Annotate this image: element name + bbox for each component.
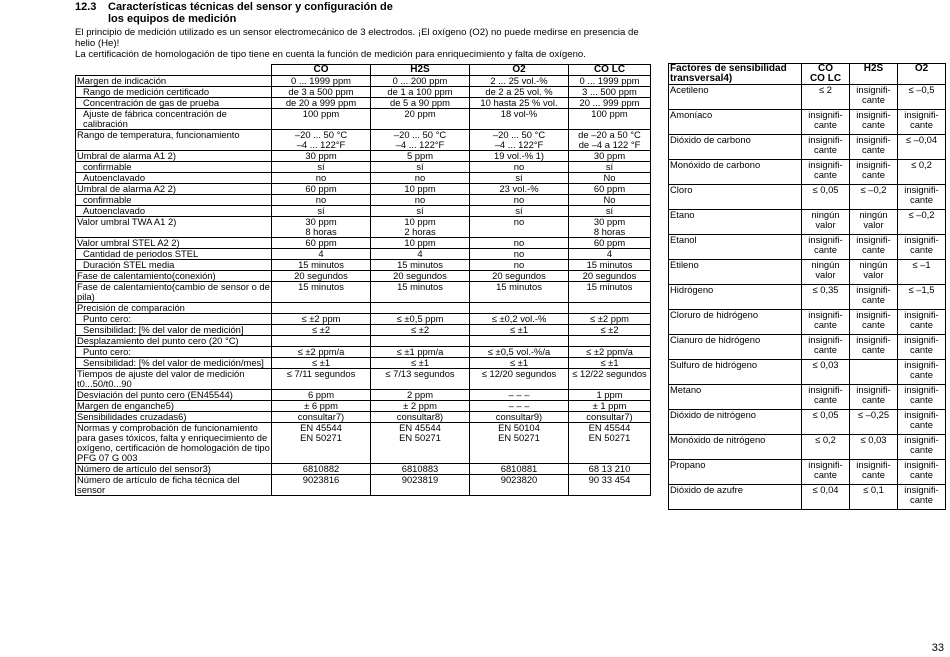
cell-value: de 2 a 25 vol. % [470, 87, 569, 98]
cell-value: 4 [371, 249, 470, 260]
cell-value: ≤ ±1 [470, 358, 569, 369]
cell-value: ± 6 ppm [272, 401, 371, 412]
table-row [669, 235, 946, 260]
table-row [669, 385, 946, 410]
cell-value: de –20 a 50 °C de –4 a 122 °F [569, 130, 651, 151]
cell-value: de 1 a 100 ppm [371, 87, 470, 98]
cell-value: 3 ... 500 ppm [569, 87, 651, 98]
table-row [669, 110, 946, 135]
intro-line-2: La certificación de homologación de tipo tiene en cuenta la función de medición para enriquecimiento y falta de oxígeno. [75, 49, 586, 60]
cell-value: sí [272, 162, 371, 173]
table-row [76, 271, 651, 282]
factor-value: insignifi- cante [898, 335, 946, 360]
table-row [76, 412, 651, 423]
cell-value: ≤ ±1 [371, 358, 470, 369]
factor-value: ≤ –1,5 [898, 285, 946, 310]
cell-value: No [569, 195, 651, 206]
table-row [76, 130, 651, 151]
cell-value: ≤ ±1 [470, 325, 569, 336]
cell-value: sí [470, 173, 569, 184]
factor-value: ≤ 0,04 [802, 485, 850, 510]
cell-value [470, 303, 569, 314]
factor-value: insignifi- cante [802, 235, 850, 260]
row-label: Precisión de comparación [76, 303, 272, 314]
cell-value: ≤ ±2 ppm [569, 314, 651, 325]
cell-value: sí [569, 162, 651, 173]
cell-value: 20 segundos [371, 271, 470, 282]
table-row [76, 369, 651, 390]
cell-value: ≤ ±2 [272, 325, 371, 336]
cell-value: 15 minutos [569, 260, 651, 271]
cell-value: 20 segundos [569, 271, 651, 282]
cell-value: 60 ppm [569, 184, 651, 195]
cell-value: 10 hasta 25 % vol. [470, 98, 569, 109]
table-row [669, 285, 946, 310]
cell-value: EN 45544 EN 50271 [371, 423, 470, 464]
table-row [76, 109, 651, 130]
cell-value: 100 ppm [569, 109, 651, 130]
cell-value: no [470, 217, 569, 238]
cell-value: no [272, 173, 371, 184]
cell-value: 1 ppm [569, 390, 651, 401]
cell-value: no [272, 195, 371, 206]
row-label: Autoenclavado [76, 173, 272, 184]
cell-value: 15 minutos [371, 260, 470, 271]
factor-value: ≤ 0,05 [802, 185, 850, 210]
table-row [669, 435, 946, 460]
cell-value: consultar7) [272, 412, 371, 423]
cell-value: 9023819 [371, 475, 470, 496]
cell-value: 15 minutos [272, 282, 371, 303]
factor-value: ≤ 0,05 [802, 410, 850, 435]
row-label: Número de artículo del sensor3) [76, 464, 272, 475]
factor-value: insignifi- cante [802, 460, 850, 485]
table-row [76, 325, 651, 336]
row-label: Desviación del punto cero (EN45544) [76, 390, 272, 401]
row-label: Fase de calentamiento(conexión) [76, 271, 272, 282]
factor-value: insignifi- cante [850, 135, 898, 160]
cell-value: 30 ppm 8 horas [569, 217, 651, 238]
table-row [76, 336, 651, 347]
table-row [76, 401, 651, 412]
row-label: Sensibilidad: [% del valor de medición/mes] [76, 358, 272, 369]
factor-value: ≤ 0,2 [802, 435, 850, 460]
cell-value: 9023816 [272, 475, 371, 496]
cell-value: consultar9) [470, 412, 569, 423]
cell-value: 2 ... 25 vol.-% [470, 76, 569, 87]
factor-value: insignifi- cante [850, 310, 898, 335]
cell-value: ≤ ±2 [371, 325, 470, 336]
cell-value: 60 ppm [569, 238, 651, 249]
cell-value: 6 ppm [272, 390, 371, 401]
cell-value: no [470, 238, 569, 249]
factor-value: ≤ 0,35 [802, 285, 850, 310]
cell-value: 9023820 [470, 475, 569, 496]
factor-value: insignifi- cante [898, 435, 946, 460]
cell-value: ≤ 7/11 segundos [272, 369, 371, 390]
cell-value: 5 ppm [371, 151, 470, 162]
table-row [669, 335, 946, 360]
cell-value: 4 [272, 249, 371, 260]
cross-header-h2s: H2S [850, 64, 898, 85]
cell-value [569, 336, 651, 347]
table-row [76, 390, 651, 401]
row-label: Desplazamiento del punto cero (20 °C) [76, 336, 272, 347]
gas-name: Dióxido de nitrógeno [669, 410, 802, 435]
factor-value: insignifi- cante [898, 460, 946, 485]
cell-value: no [470, 260, 569, 271]
factor-value: insignifi- cante [850, 85, 898, 110]
row-label: Margen de enganche5) [76, 401, 272, 412]
cell-value: 6810882 [272, 464, 371, 475]
factor-value: insignifi- cante [802, 310, 850, 335]
cell-value: 10 ppm 2 horas [371, 217, 470, 238]
factor-value: ≤ –0,04 [898, 135, 946, 160]
cell-value: no [470, 162, 569, 173]
table-row [76, 358, 651, 369]
gas-name: Etano [669, 210, 802, 235]
factor-value: insignifi- cante [898, 385, 946, 410]
table-row [76, 76, 651, 87]
cell-value: 6810883 [371, 464, 470, 475]
factor-value: insignifi- cante [850, 460, 898, 485]
cell-value: de 20 a 999 ppm [272, 98, 371, 109]
factor-value: insignifi- cante [898, 235, 946, 260]
cell-value: ≤ ±2 [569, 325, 651, 336]
specs-header-row [76, 65, 651, 76]
cell-value: no [470, 249, 569, 260]
gas-name: Etanol [669, 235, 802, 260]
cell-value: 20 segundos [470, 271, 569, 282]
cell-value: ≤ 12/20 segundos [470, 369, 569, 390]
cell-value: – – – [470, 401, 569, 412]
row-label: Autoenclavado [76, 206, 272, 217]
factor-value [850, 360, 898, 385]
cell-value: ± 2 ppm [371, 401, 470, 412]
factor-value: ≤ 0,2 [898, 160, 946, 185]
cell-value: 60 ppm [272, 238, 371, 249]
table-row [76, 87, 651, 98]
cell-value: no [371, 173, 470, 184]
table-row [669, 310, 946, 335]
row-label: Umbral de alarma A2 2) [76, 184, 272, 195]
factor-value: insignifi- cante [850, 160, 898, 185]
table-row [76, 249, 651, 260]
cell-value: EN 45544 EN 50271 [272, 423, 371, 464]
cell-value: sí [272, 206, 371, 217]
specs-header-h2s: H2S [371, 65, 470, 76]
row-label: Rango de medición certificado [76, 87, 272, 98]
cell-value: 6810881 [470, 464, 569, 475]
gas-name: Metano [669, 385, 802, 410]
factor-value: insignifi- cante [850, 285, 898, 310]
table-row [76, 314, 651, 325]
factor-value: ≤ 2 [802, 85, 850, 110]
table-row [76, 303, 651, 314]
section-title: Características técnicas del sensor y configuración de los equipos de medición [108, 1, 393, 25]
cell-value: 15 minutos [470, 282, 569, 303]
gas-name: Etileno [669, 260, 802, 285]
cell-value: – – – [470, 390, 569, 401]
cell-value: 10 ppm [371, 184, 470, 195]
cell-value: ≤ ±0,5 ppm [371, 314, 470, 325]
gas-name: Propano [669, 460, 802, 485]
table-row [76, 475, 651, 496]
table-row [669, 160, 946, 185]
cell-value: sí [569, 206, 651, 217]
factor-value: insignifi- cante [850, 335, 898, 360]
cell-value: 30 ppm 8 horas [272, 217, 371, 238]
cell-value [371, 303, 470, 314]
row-label: Fase de calentamiento(cambio de sensor o de pila) [77, 281, 270, 302]
cell-value: 0 ... 1999 ppm [272, 76, 371, 87]
cell-value: 20 ... 999 ppm [569, 98, 651, 109]
specs-header-co: CO [272, 65, 371, 76]
table-row [669, 260, 946, 285]
cell-value: 19 vol.-% 1) [470, 151, 569, 162]
table-row [669, 135, 946, 160]
factor-value: ningún valor [850, 260, 898, 285]
cell-value: ≤ ±1 [272, 358, 371, 369]
section-number: 12.3 [75, 1, 97, 13]
factor-value: insignifi- cante [802, 385, 850, 410]
page-number: 33 [931, 642, 944, 654]
table-row [669, 85, 946, 110]
factor-value: insignifi- cante [898, 410, 946, 435]
factor-value: insignifi- cante [898, 310, 946, 335]
table-row [76, 238, 651, 249]
table-row [76, 347, 651, 358]
table-row [76, 98, 651, 109]
row-label: Concentración de gas de prueba [76, 98, 272, 109]
table-row [76, 260, 651, 271]
cell-value: 2 ppm [371, 390, 470, 401]
cross-header-row [669, 64, 946, 85]
cell-value: no [371, 195, 470, 206]
factor-value: ≤ –0,5 [898, 85, 946, 110]
cell-value: –20 ... 50 °C –4 ... 122°F [371, 130, 470, 151]
cell-value: no [470, 195, 569, 206]
row-label: Tiempos de ajuste del valor de medición t0...50/t0...90 [76, 369, 272, 390]
factor-value: insignifi- cante [898, 110, 946, 135]
cell-value: 30 ppm [569, 151, 651, 162]
table-row [76, 464, 651, 475]
table-row [76, 162, 651, 173]
cell-value [272, 303, 371, 314]
row-label: Sensibilidades cruzadas6) [76, 412, 272, 423]
cell-value: 20 ppm [371, 109, 470, 130]
factor-value: insignifi- cante [898, 185, 946, 210]
row-label: Umbral de alarma A1 2) [76, 151, 272, 162]
factor-value: ≤ 0,1 [850, 485, 898, 510]
specs-header-o2: O2 [470, 65, 569, 76]
row-label: confirmable [76, 162, 272, 173]
gas-name: Monóxido de carbono [669, 160, 802, 185]
table-row [76, 184, 651, 195]
factor-value: ningún valor [802, 210, 850, 235]
cell-value: ≤ ±2 ppm/a [569, 347, 651, 358]
cell-value: –20 ... 50 °C –4 ... 122°F [272, 130, 371, 151]
row-label: Valor umbral TWA A1 2) [76, 217, 272, 238]
cell-value: 15 minutos [569, 282, 651, 303]
factor-value: ≤ –1 [898, 260, 946, 285]
specs-header-co-lc: CO LC [569, 65, 651, 76]
cell-value: ≤ ±0,2 vol.-% [470, 314, 569, 325]
factor-value: insignifi- cante [898, 360, 946, 385]
gas-name: Cianuro de hidrógeno [669, 335, 802, 360]
cell-value: 0 ... 200 ppm [371, 76, 470, 87]
intro-line-1: El principio de medición utilizado es un sensor electromecánico de 3 electrodos. ¡El oxígeno (O2) no puede medirse en presencia de helio (He)! [75, 27, 639, 49]
gas-name: Amoníaco [669, 110, 802, 135]
intro-text [75, 27, 650, 60]
cell-value: sí [371, 162, 470, 173]
cell-value [371, 336, 470, 347]
factor-value: ≤ 0,03 [850, 435, 898, 460]
table-row [76, 206, 651, 217]
factor-value: insignifi- cante [802, 110, 850, 135]
row-label: Sensibilidad: [% del valor de medición] [76, 325, 272, 336]
gas-name: Monóxido de nitrógeno [669, 435, 802, 460]
cell-value: 30 ppm [272, 151, 371, 162]
cell-value: 4 [569, 249, 651, 260]
gas-name: Hidrógeno [669, 285, 802, 310]
cell-value [272, 336, 371, 347]
cell-value: sí [371, 206, 470, 217]
cell-value: de 3 a 500 ppm [272, 87, 371, 98]
table-row [76, 423, 651, 464]
factor-value: insignifi- cante [850, 385, 898, 410]
cell-value: 60 ppm [272, 184, 371, 195]
gas-name: Dióxido de azufre [669, 485, 802, 510]
table-row [669, 185, 946, 210]
cell-value: sí [470, 206, 569, 217]
cell-value: EN 45544 EN 50271 [569, 423, 651, 464]
row-label: Duración STEL media [76, 260, 272, 271]
row-label: Cantidad de periodos STEL [76, 249, 272, 260]
row-label: Número de artículo de ficha técnica del sensor [76, 475, 272, 496]
table-row [76, 217, 651, 238]
factor-value: insignifi- cante [898, 485, 946, 510]
gas-name: Cloro [669, 185, 802, 210]
cell-value: 0 ... 1999 ppm [569, 76, 651, 87]
row-label: Normas y comprobación de funcionamiento para gases tóxicos, falta y enriquecimiento de oxígeno, certificación de homologación de tipo PFG 07 G 003 [77, 422, 270, 463]
table-row [76, 282, 651, 303]
row-label: Margen de indicación [76, 76, 272, 87]
cell-value: 20 segundos [272, 271, 371, 282]
cell-value: ± 1 ppm [569, 401, 651, 412]
row-label: Punto cero: [76, 314, 272, 325]
cell-value: ≤ ±2 ppm [272, 314, 371, 325]
cell-value: ≤ ±0,5 vol.-%/a [470, 347, 569, 358]
row-label: Valor umbral STEL A2 2) [76, 238, 272, 249]
gas-name: Acetileno [669, 85, 802, 110]
cell-value: 90 33 454 [569, 475, 651, 496]
cell-value: 18 vol-% [470, 109, 569, 130]
cell-value: consultar7) [569, 412, 651, 423]
factor-value: ≤ –0,25 [850, 410, 898, 435]
factor-value: ningún valor [850, 210, 898, 235]
factor-value: ≤ –0,2 [898, 210, 946, 235]
cross-header-factor: Factores de sensibilidad transversal4) [669, 64, 802, 85]
row-label: Ajuste de fábrica concentración de calibración [76, 109, 272, 130]
cell-value: 23 vol.-% [470, 184, 569, 195]
cell-value: ≤ 7/13 segundos [371, 369, 470, 390]
gas-name: Dióxido de carbono [669, 135, 802, 160]
sensor-specs-table [75, 64, 651, 496]
cross-sensitivity-table [668, 63, 946, 510]
factor-value: ≤ 0,03 [802, 360, 850, 385]
cell-value: 15 minutos [272, 260, 371, 271]
cell-value: de 5 a 90 ppm [371, 98, 470, 109]
factor-value: insignifi- cante [850, 235, 898, 260]
table-row [669, 210, 946, 235]
cell-value: 100 ppm [272, 109, 371, 130]
factor-value: insignifi- cante [802, 335, 850, 360]
cell-value: 10 ppm [371, 238, 470, 249]
cell-value [569, 303, 651, 314]
table-row [76, 151, 651, 162]
cell-value: ≤ 12/22 segundos [569, 369, 651, 390]
cell-value: ≤ ±2 ppm/a [272, 347, 371, 358]
factor-value: ningún valor [802, 260, 850, 285]
factor-value: ≤ –0,2 [850, 185, 898, 210]
specs-header-label [76, 65, 272, 76]
table-row [669, 460, 946, 485]
cell-value: 68 13 210 [569, 464, 651, 475]
table-row [76, 195, 651, 206]
row-label: Rango de temperatura, funcionamiento [76, 130, 272, 151]
gas-name: Sulfuro de hidrógeno [669, 360, 802, 385]
table-row [669, 410, 946, 435]
cell-value: No [569, 173, 651, 184]
table-row [669, 485, 946, 510]
factor-value: insignifi- cante [802, 135, 850, 160]
cell-value [470, 336, 569, 347]
cross-header-o2: O2 [898, 64, 946, 85]
cell-value: –20 ... 50 °C –4 ... 122°F [470, 130, 569, 151]
table-row [669, 360, 946, 385]
factor-value: insignifi- cante [802, 160, 850, 185]
cell-value: 15 minutos [371, 282, 470, 303]
cell-value: EN 50104 EN 50271 [470, 423, 569, 464]
gas-name: Cloruro de hidrógeno [669, 310, 802, 335]
cross-header-co: CO CO LC [802, 64, 850, 85]
row-label: confirmable [76, 195, 272, 206]
cell-value: ≤ ±1 [569, 358, 651, 369]
table-row [76, 173, 651, 184]
cell-value: consultar8) [371, 412, 470, 423]
row-label: Punto cero: [76, 347, 272, 358]
cell-value: ≤ ±1 ppm/a [371, 347, 470, 358]
factor-value: insignifi- cante [850, 110, 898, 135]
